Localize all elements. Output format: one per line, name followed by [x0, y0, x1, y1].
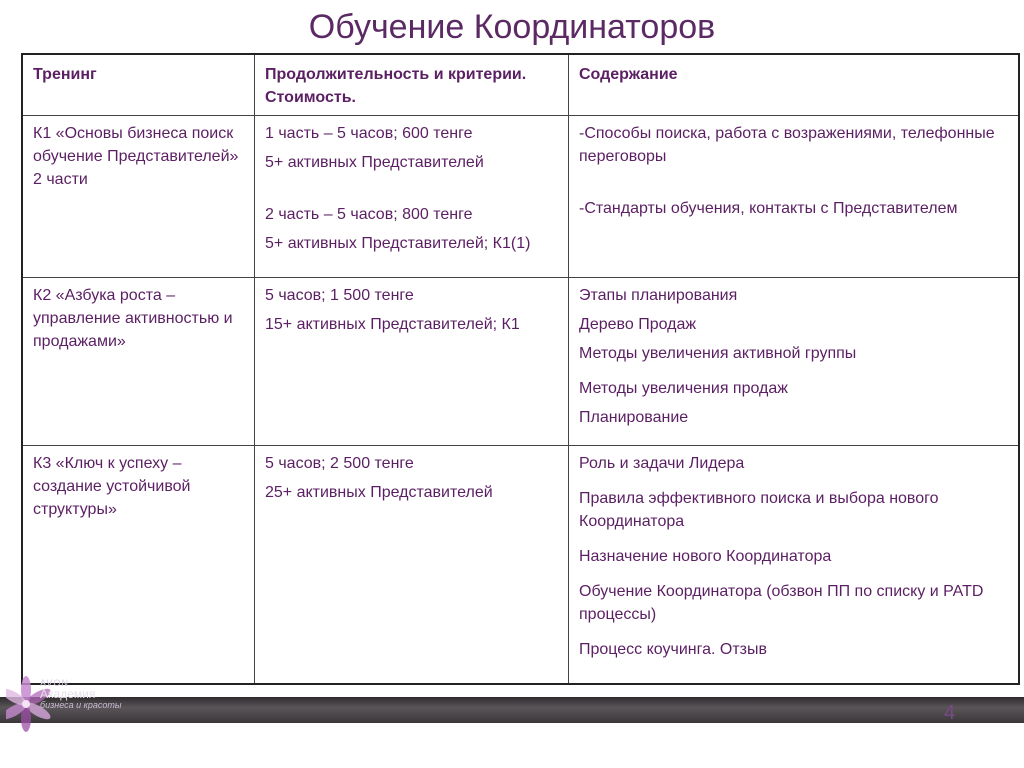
table-row	[22, 446, 1019, 684]
column-header-content: Содержание	[569, 54, 1020, 116]
logo-brand: AVON	[40, 678, 69, 688]
training-cell	[22, 278, 255, 446]
content-line: Методы увеличения активной группы	[579, 345, 857, 362]
content-line: -Стандарты обучения, контакты с Представителем	[579, 200, 958, 217]
duration-line: 5+ активных Представителей; К1(1)	[265, 235, 531, 252]
content-line: Этапы планирования	[579, 287, 738, 304]
duration-line: 5 часов; 1 500 тенге	[265, 287, 414, 304]
training-cell	[22, 116, 255, 278]
training-table	[21, 53, 1020, 685]
column-header-duration: Продолжительность и критерии. Стоимость.	[255, 54, 569, 116]
content-cell	[569, 116, 1020, 278]
content-line: Методы увеличения продаж	[579, 380, 788, 397]
content-line: -Способы поиска, работа с возражениями, телефонные переговоры	[579, 125, 995, 165]
page-number: 4	[944, 702, 956, 724]
duration-line: 5 часов; 2 500 тенге	[265, 455, 414, 472]
content-line: Назначение нового Координатора	[579, 548, 832, 565]
logo-text	[40, 678, 122, 711]
training-name: К3 «Ключ к успеху – создание устойчивой структуры»	[33, 455, 191, 518]
content-line: Дерево Продаж	[579, 316, 697, 333]
content-line: Планирование	[579, 409, 689, 426]
training-name: К1 «Основы бизнеса поиск обучение Представителей» 2 части	[33, 125, 239, 188]
content-line: Процесс коучинга. Отзыв	[579, 641, 768, 658]
duration-line: 1 часть – 5 часов; 600 тенге	[265, 125, 473, 142]
training-name: К2 «Азбука роста – управление активностью и продажами»	[33, 287, 233, 350]
duration-line: 2 часть – 5 часов; 800 тенге	[265, 206, 473, 223]
logo-name: Академия	[40, 687, 96, 701]
duration-cell	[255, 446, 569, 684]
content-line: Роль и задачи Лидера	[579, 455, 745, 472]
content-line: Обучение Координатора (обзвон ПП по списку и PATD процессы)	[579, 583, 984, 623]
column-header-training: Тренинг	[22, 54, 255, 116]
duration-cell	[255, 278, 569, 446]
training-cell	[22, 446, 255, 684]
duration-line: 15+ активных Представителей; К1	[265, 316, 520, 333]
duration-line: 5+ активных Представителей	[265, 154, 484, 171]
table-row	[22, 116, 1019, 278]
table-row	[22, 278, 1019, 446]
duration-cell	[255, 116, 569, 278]
duration-line: 25+ активных Представителей	[265, 484, 493, 501]
content-line: Правила эффективного поиска и выбора нового Координатора	[579, 490, 939, 530]
content-cell	[569, 278, 1020, 446]
table-header-row	[22, 54, 1019, 116]
content-cell	[569, 446, 1020, 684]
page-title: Обучение Координаторов	[308, 8, 716, 46]
logo-tagline: бизнеса и красоты	[40, 700, 122, 710]
